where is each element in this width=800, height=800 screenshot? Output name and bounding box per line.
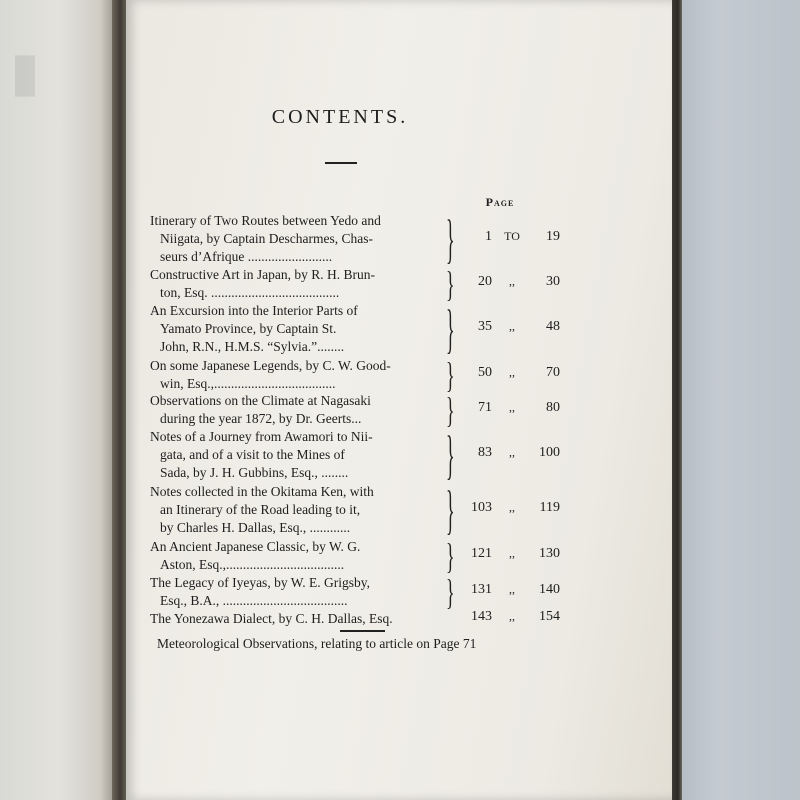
entry-title <box>150 212 445 266</box>
brace-glyph: } <box>446 536 455 576</box>
entry-title <box>150 574 445 610</box>
entry-title-line: gata, and of a visit to the Mines of <box>160 447 345 462</box>
left-page <box>0 0 118 800</box>
page-separator: ,, <box>509 400 515 414</box>
entry-title <box>150 302 445 356</box>
page-start: 83 <box>478 445 492 460</box>
entry-title-line: Yamato Province, by Captain St. <box>160 321 337 336</box>
page-separator: ,, <box>509 582 515 596</box>
page-separator: ,, <box>509 365 515 379</box>
title-rule <box>325 162 357 164</box>
entry-title <box>150 357 445 393</box>
entry-title <box>150 428 445 482</box>
entry-title <box>150 538 445 574</box>
entry-title-line: Notes of a Journey from Awamori to Nii- <box>150 429 373 444</box>
entry-title-line: Sada, by J. H. Gubbins, Esq., ........ <box>160 465 349 480</box>
page-start: 35 <box>478 319 492 334</box>
entry-title <box>150 266 445 302</box>
brace-glyph: } <box>446 209 455 269</box>
entry-title-line: Esq., B.A., ..................................... <box>160 593 348 608</box>
brace-glyph: } <box>446 355 455 395</box>
page-end: 140 <box>539 582 560 597</box>
entry-title-line: an Itinerary of the Road leading to it, <box>160 502 361 517</box>
page-start: 131 <box>471 582 492 597</box>
entry-title-line: The Yonezawa Dialect, by C. H. Dallas, Esq. <box>150 611 393 626</box>
entry-title-line: by Charles H. Dallas, Esq., ............ <box>160 520 351 535</box>
entry-title-line: Observations on the Climate at Nagasaki <box>150 393 371 408</box>
entry-title-line: Notes collected in the Okitama Ken, with <box>150 484 374 499</box>
entry-title-line: win, Esq.,.................................... <box>160 376 336 391</box>
page-edge <box>672 0 682 800</box>
page-column-heading: Page <box>485 195 515 209</box>
page-end: 30 <box>546 274 560 289</box>
page-end: 19 <box>546 229 560 244</box>
page-start: 71 <box>478 400 492 415</box>
brace-glyph: } <box>446 390 455 430</box>
entry-title-line: Itinerary of Two Routes between Yedo and <box>150 213 381 228</box>
entry-title-line: ton, Esq. ...................................... <box>160 285 340 300</box>
page-separator: TO <box>504 229 520 243</box>
page-end: 154 <box>539 609 560 624</box>
entry-title-line: John, R.N., H.M.S. “Sylvia.”........ <box>160 339 345 354</box>
entry-title <box>150 610 445 628</box>
page-separator: ,, <box>509 445 515 459</box>
page-end: 130 <box>539 546 560 561</box>
entry-title-line: The Legacy of Iyeyas, by W. E. Grigsby, <box>150 575 370 590</box>
page-end: 100 <box>539 445 560 460</box>
entry-title-line: Niigata, by Captain Descharmes, Chas- <box>160 231 373 246</box>
entry-title-line: seurs d’Afrique ......................... <box>160 249 333 264</box>
brace-glyph: } <box>446 264 455 304</box>
page-start: 1 <box>485 229 492 244</box>
page-start: 143 <box>471 609 492 624</box>
entry-title-line: An Ancient Japanese Classic, by W. G. <box>150 539 361 554</box>
page-title: CONTENTS. <box>271 106 409 128</box>
page-start: 103 <box>471 500 492 515</box>
left-page-ghost-print: ▮ <box>10 40 44 103</box>
brace-glyph: } <box>446 480 455 540</box>
page-separator: ,, <box>509 319 515 333</box>
page-separator: ,, <box>509 500 515 514</box>
footer-note: Meteorological Observations, relating to article on Page 71 <box>157 636 477 651</box>
brace-glyph: } <box>446 572 455 612</box>
entry-title <box>150 483 445 537</box>
page-start: 20 <box>478 274 492 289</box>
entry-title-line: Constructive Art in Japan, by R. H. Brun- <box>150 267 375 282</box>
footer-rule <box>340 630 385 632</box>
entry-title-line: Aston, Esq.,................................... <box>160 557 345 572</box>
page-end: 80 <box>546 400 560 415</box>
page-end: 48 <box>546 319 560 334</box>
page-start: 50 <box>478 365 492 380</box>
page-end: 70 <box>546 365 560 380</box>
entry-title <box>150 392 445 428</box>
page-separator: ,, <box>509 609 515 623</box>
entry-title-line: during the year 1872, by Dr. Geerts... <box>160 411 362 426</box>
page-separator: ,, <box>509 546 515 560</box>
brace-glyph: } <box>446 425 455 485</box>
page-start: 121 <box>471 546 492 561</box>
entry-title-line: On some Japanese Legends, by C. W. Good- <box>150 358 391 373</box>
page-end: 119 <box>539 500 560 515</box>
entry-title-line: An Excursion into the Interior Parts of <box>150 303 358 318</box>
page-separator: ,, <box>509 274 515 288</box>
brace-glyph: } <box>446 299 455 359</box>
